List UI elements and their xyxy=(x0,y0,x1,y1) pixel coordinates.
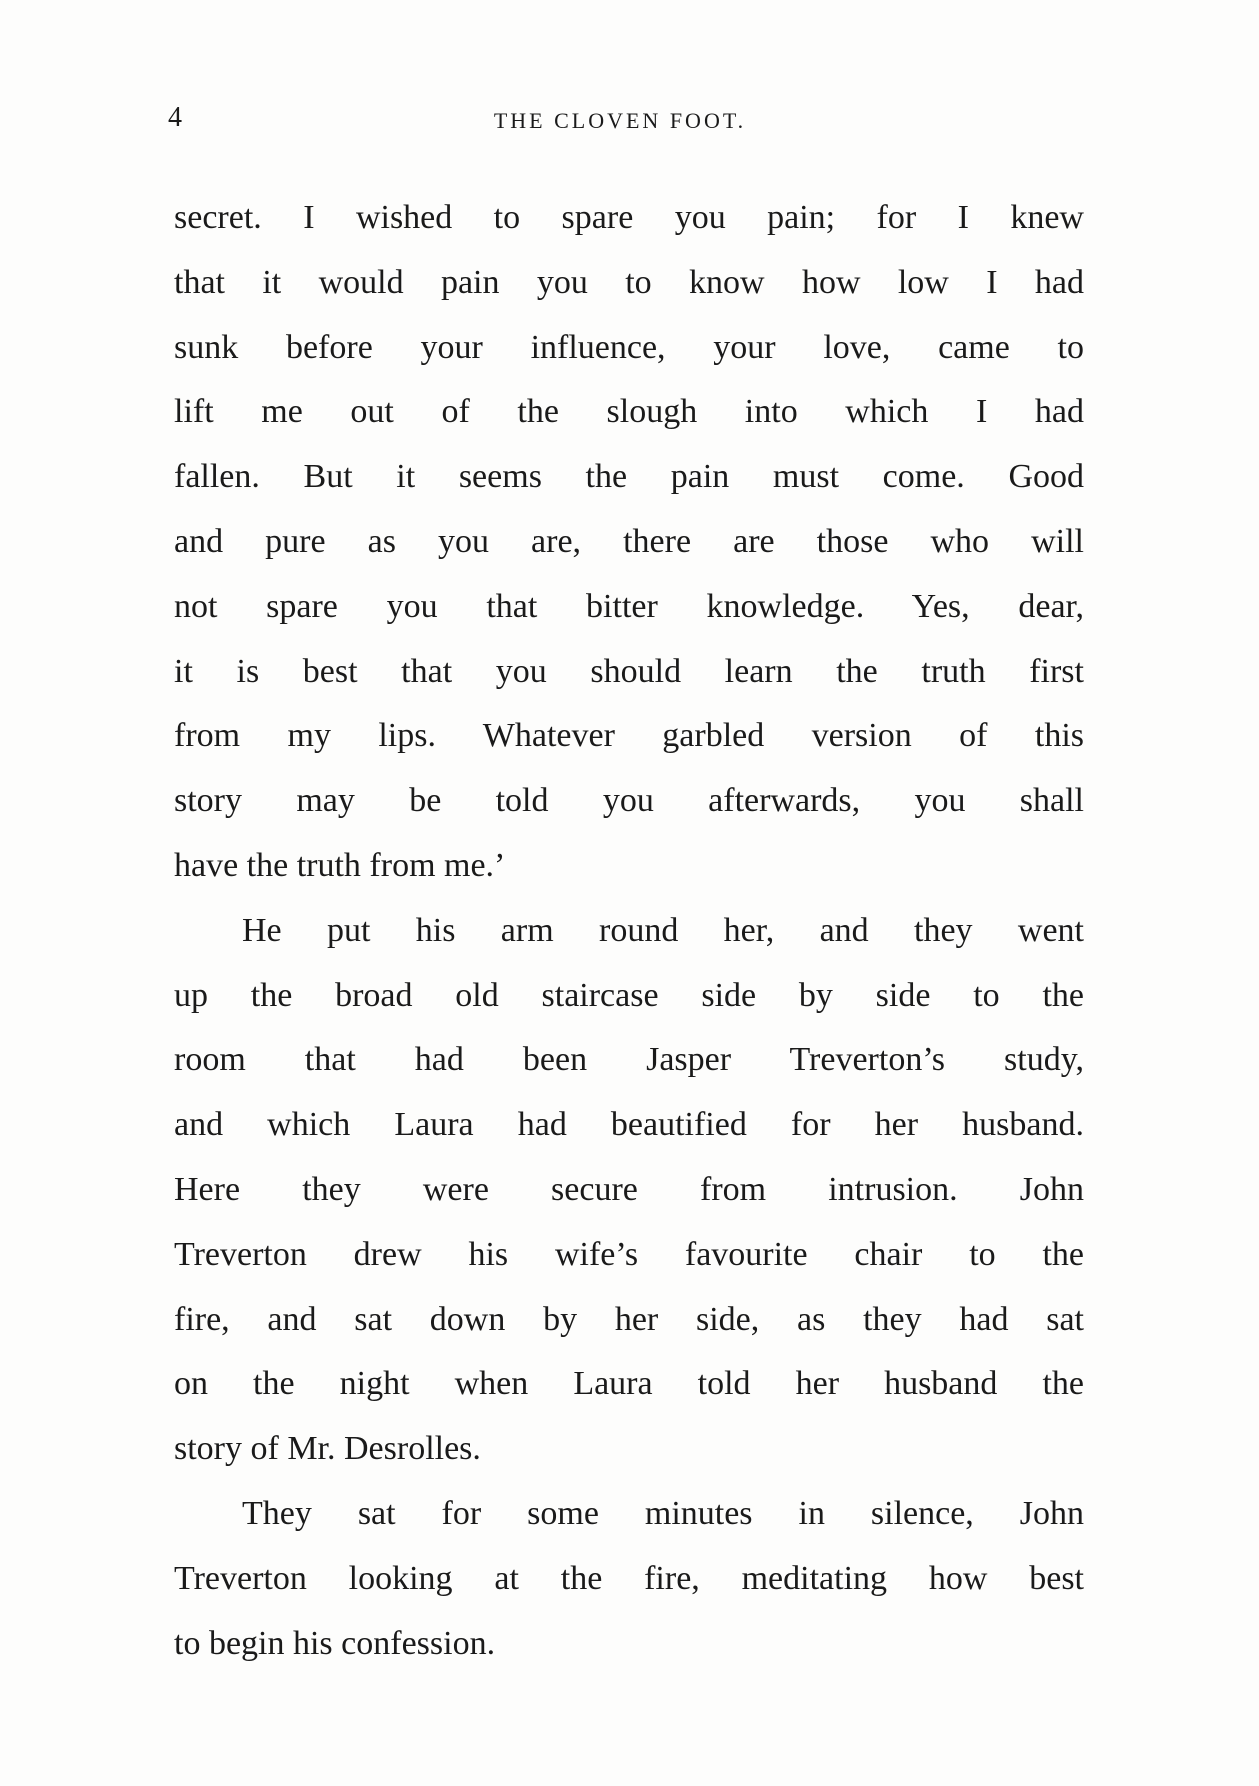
text-line: room that had been Jasper Treverton’s study, xyxy=(174,1041,1084,1079)
text-line: up the broad old staircase side by side to the xyxy=(174,976,1084,1014)
paragraph xyxy=(174,1482,1084,1676)
text-line: have the truth from me.’ xyxy=(174,846,506,884)
running-head xyxy=(160,100,1080,140)
text-line: fallen. But it seems the pain must come. Good xyxy=(174,458,1084,496)
text-line: story may be told you afterwards, you shall xyxy=(174,782,1084,820)
text-line: Treverton looking at the fire, meditating how best xyxy=(174,1559,1084,1597)
body-text xyxy=(174,186,1084,1676)
page-number: 4 xyxy=(168,102,182,133)
text-line: lift me out of the slough into which I had xyxy=(174,393,1084,431)
text-line: on the night when Laura told her husband the xyxy=(174,1365,1084,1403)
text-line: sunk before your influence, your love, came to xyxy=(174,328,1084,366)
text-line: story of Mr. Desrolles. xyxy=(174,1430,481,1468)
paragraph xyxy=(174,899,1084,1482)
running-title: THE CLOVEN FOOT. xyxy=(493,108,747,133)
text-line: to begin his confession. xyxy=(174,1624,496,1662)
text-line: secret. I wished to spare you pain; for I knew xyxy=(174,199,1084,236)
text-line: and pure as you are, there are those who will xyxy=(174,522,1084,560)
text-line: Here they were secure from intrusion. John xyxy=(174,1170,1084,1208)
text-line: He put his arm round her, and they went xyxy=(242,911,1084,949)
text-line: and which Laura had beautified for her husband. xyxy=(174,1106,1084,1144)
paragraph xyxy=(174,186,1084,899)
text-line: from my lips. Whatever garbled version of this xyxy=(174,717,1084,755)
text-line: Treverton drew his wife’s favourite chair to the xyxy=(174,1235,1084,1273)
text-line: it is best that you should learn the truth first xyxy=(174,652,1084,690)
text-line: They sat for some minutes in silence, John xyxy=(242,1494,1084,1532)
text-line: fire, and sat down by her side, as they had sat xyxy=(174,1300,1084,1338)
text-line: that it would pain you to know how low I had xyxy=(174,263,1084,301)
text-line: not spare you that bitter knowledge. Yes, dear, xyxy=(174,587,1084,625)
